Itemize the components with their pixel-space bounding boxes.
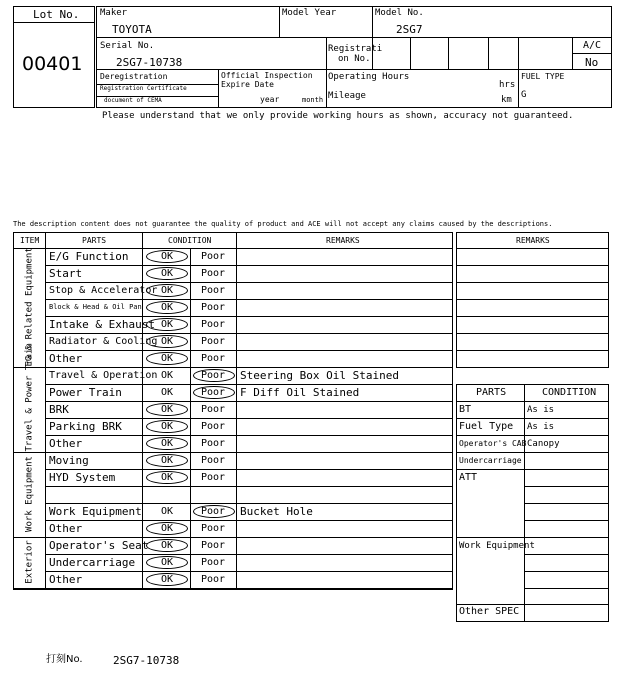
ok-selected-circle [146,556,188,569]
inspection-label-1: Official Inspection [221,71,313,80]
poor-option[interactable]: Poor [200,370,226,381]
right-condition-value: As is [527,422,555,432]
ok-option[interactable]: OK [160,506,174,517]
part-label: Moving [49,454,89,467]
ok-option[interactable]: OK [160,353,174,364]
part-label: Block & Head & Oil Pan [49,303,142,311]
poor-selected-circle [193,369,235,382]
part-label: Undercarriage [49,556,136,569]
right-remarks-row-divider [456,333,609,334]
row-divider [45,486,453,487]
row-divider [45,282,453,283]
part-label: Other [49,573,83,586]
maker-label: Maker [100,8,128,18]
part-label: Start [49,267,83,280]
poor-option[interactable]: Poor [200,523,226,534]
ok-selected-circle [146,454,188,467]
right-remarks-row-divider [456,282,609,283]
row-divider [45,384,453,385]
row-divider [45,350,453,351]
remark-text: Bucket Hole [240,505,313,518]
hrs-label: hrs [499,80,516,90]
row-divider [45,299,453,300]
poor-option[interactable]: Poor [200,302,226,313]
row-divider [45,418,453,419]
poor-option[interactable]: Poor [200,319,226,330]
mileage-label: Mileage [328,91,366,101]
part-label: Other [49,522,83,535]
ok-selected-circle [146,471,188,484]
right-remarks-border [456,232,609,368]
ok-option[interactable]: OK [160,523,174,534]
ok-option[interactable]: OK [160,336,174,347]
item-header: ITEM [20,236,40,245]
model-no-label: Model No. [375,8,424,18]
hours-notice: Please understand that we only provide working hours as shown, accuracy not guaranteed. [102,111,574,121]
part-label: Intake & Exhaust [49,318,155,331]
poor-option[interactable]: Poor [200,285,226,296]
poor-option[interactable]: Poor [200,251,226,262]
right-remarks-row-divider [456,265,609,266]
ok-selected-circle [146,301,188,314]
poor-option[interactable]: Poor [200,506,226,517]
ok-option[interactable]: OK [160,285,174,296]
year-label: year [260,95,280,104]
ok-selected-circle [146,250,188,263]
poor-option[interactable]: Poor [200,404,226,415]
right-row-divider [524,503,609,504]
part-label: Radiator & Cooling [49,335,158,347]
maker-value: TOYOTA [112,23,152,36]
cema-label: document of CEMA [104,97,162,104]
right-remarks-row-divider [456,367,609,368]
right-part-label: BT [459,403,472,415]
ok-selected-circle [146,318,188,331]
row-divider [45,503,453,504]
part-label: HYD System [49,471,116,484]
remarks-header: REMARKS [326,236,360,245]
group-divider [13,588,45,589]
row-divider [45,554,453,555]
remark-text: Steering Box Oil Stained [240,369,399,382]
poor-option[interactable]: Poor [200,268,226,279]
right-row-divider [456,418,609,419]
right-remarks-row-divider [456,299,609,300]
poor-option[interactable]: Poor [200,438,226,449]
ok-option[interactable]: OK [160,421,174,432]
ok-option[interactable]: OK [160,302,174,313]
ok-selected-circle [146,267,188,280]
fuel-type-value: G [521,90,527,100]
right-row-divider [456,604,609,605]
lot-number: 00401 [22,53,83,75]
ok-option[interactable]: OK [160,268,174,279]
part-label: E/G Function [49,250,129,263]
group-label: Travel & Power Train [24,342,34,451]
right-part-label: Fuel Type [459,420,514,432]
part-label: Other [49,437,83,450]
ok-selected-circle [146,352,188,365]
right-row-divider [456,537,524,538]
right-parts-header: PARTS [476,387,507,398]
right-remarks-row-divider [456,350,609,351]
ok-selected-circle [146,403,188,416]
row-divider [45,452,453,453]
right-row-divider [524,537,609,538]
poor-option[interactable]: Poor [200,421,226,432]
right-remarks-header: REMARKS [516,236,550,245]
ok-selected-circle [146,539,188,552]
row-divider [45,367,453,368]
group-label: EG & Related Equipment [24,246,34,366]
remark-text: F Diff Oil Stained [240,386,360,399]
group-label: Work Equipment [24,455,34,532]
group-label: Exterior [24,539,34,584]
ok-selected-circle [146,573,188,586]
right-row-divider [524,486,609,487]
ok-selected-circle [146,437,188,450]
right-condition-value: As is [527,405,555,415]
ok-option[interactable]: OK [160,404,174,415]
right-row-divider [524,554,609,555]
row-divider [45,537,453,538]
ok-option[interactable]: OK [160,472,174,483]
poor-option[interactable]: Poor [200,472,226,483]
ok-option[interactable]: OK [160,557,174,568]
ok-option[interactable]: OK [160,455,174,466]
poor-selected-circle [193,386,235,399]
part-label: Parking BRK [49,420,122,433]
poor-option[interactable]: Poor [200,574,226,585]
row-divider [45,401,453,402]
fuel-type-label: FUEL TYPE [521,72,565,81]
right-condition-header: CONDITION [542,387,597,398]
right-other-spec-label: Other SPEC [459,606,520,617]
poor-option[interactable]: Poor [200,336,226,347]
ok-option[interactable]: OK [160,251,174,262]
condition-header: CONDITION [168,236,212,245]
row-divider [45,265,453,266]
poor-option[interactable]: Poor [200,353,226,364]
model-year-label: Model Year [282,8,337,18]
right-condition-value: Canopy [527,439,560,449]
month-label: month [302,96,324,104]
part-label: Power Train [49,386,122,399]
poor-option[interactable]: Poor [200,387,226,398]
right-part-label: Operator's CAB [459,438,527,448]
registration-label-2: on No. [338,54,371,64]
part-label: Operator's Seat [49,539,149,552]
ac-value: No [585,56,599,69]
footer-label: 打刻No. [46,654,83,665]
right-part-label: Undercarriage [459,455,522,465]
ok-selected-circle [146,284,188,297]
serial-value: 2SG7-10738 [116,56,183,69]
right-remarks-row-divider [456,316,609,317]
ac-label: A/C [583,40,602,51]
ok-selected-circle [146,522,188,535]
registration-label-1: Registrati [328,44,383,54]
serial-label: Serial No. [100,41,155,51]
ok-option[interactable]: OK [160,319,174,330]
ok-selected-circle [146,420,188,433]
ok-option[interactable]: OK [160,387,174,398]
deregistration-label: Deregistration [100,72,168,81]
ok-option[interactable]: OK [160,370,174,381]
right-row-divider [524,588,609,589]
poor-selected-circle [193,505,235,518]
parts-header: PARTS [82,236,107,245]
registration-cert-label: Registration Certificate [100,85,187,92]
right-part-label: ATT [459,471,478,483]
poor-option[interactable]: Poor [200,455,226,466]
part-label: Work Equipment [49,505,142,518]
ok-option[interactable]: OK [160,438,174,449]
right-row-divider [456,435,609,436]
row-divider [45,520,453,521]
row-divider [45,588,453,589]
inspection-label-2: Expire Date [221,80,274,89]
lot-label: Lot No. [33,8,80,21]
right-row-divider [456,469,609,470]
right-work-equipment-label: Work Equipment [459,541,535,551]
right-row-divider [524,571,609,572]
row-divider [45,469,453,470]
model-no-value: 2SG7 [396,23,423,36]
row-divider [45,316,453,317]
operating-hours-label: Operating Hours [328,72,410,82]
km-label: km [501,95,512,105]
poor-option[interactable]: Poor [200,557,226,568]
ok-option[interactable]: OK [160,574,174,585]
poor-option[interactable]: Poor [200,540,226,551]
ok-option[interactable]: OK [160,540,174,551]
ok-selected-circle [146,335,188,348]
right-row-divider [456,452,609,453]
footer-value: 2SG7-10738 [113,654,180,667]
part-label: BRK [49,403,69,416]
row-divider [45,571,453,572]
description-notice: The description content does not guarantee the quality of product and ACE will not accept any claims caused by the descriptions. [13,220,553,228]
row-divider [45,435,453,436]
row-divider [45,333,453,334]
part-label: Travel & Operation [49,369,158,381]
part-label: Other [49,352,83,365]
right-row-divider [524,520,609,521]
part-label: Stop & Accelerator [49,284,158,296]
